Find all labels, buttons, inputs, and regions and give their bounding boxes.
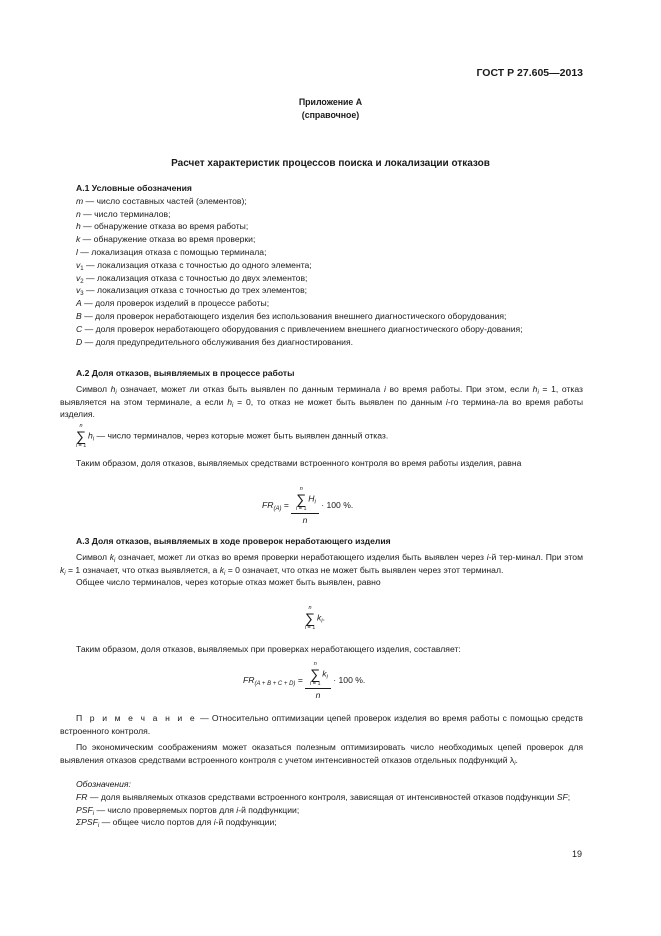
symbol-item: $v_3$ — локализация отказа с точностью до трех элементов; xyxy=(76,285,308,298)
designations-label: Обозначения: xyxy=(76,779,131,789)
section-a2-paragraph-1: Символ $h_i$ означает, может ли отказ быть выявлен по данным терминала i во время работы. При этом, если $h_i = 1$, отказ выявляется на этом терминале, а если $h_i = 0$, то отказ не может быть выявлен по данным i-го термина-ла во время работы изделия. xyxy=(60,383,583,420)
note xyxy=(60,712,583,738)
symbol-item: D — доля предупредительного обслуживания без диагностирования. xyxy=(76,336,354,347)
symbol-item: $v_1$ — локализация отказа с точностью до одного элемента; xyxy=(76,259,312,272)
designation-item: $\Sigma PSF_i$ — общее число портов для i-й подфункции; xyxy=(76,817,277,830)
section-a3-heading: А.3 Доля отказов, выявляемых в ходе проверок неработающего изделия xyxy=(76,536,391,546)
section-a3-paragraph-1: Символ $k_i$ означает, может ли отказ во время проверки неработающего изделия быть выявлен через i-й тер-минал. При этом $k_i = 1$ означает, что отказ выявляется, а $k_i = 0$ означает, что отказ не может быть выявлен через этот терминал. xyxy=(60,551,583,577)
economic-paragraph: По экономическим соображениям может оказаться полезным оптимизировать число необходимых цепей проверок для выявления отказов средствами встроенного контроля с учетом интенсивностей отказов отдельных подфункций $\lambda_i$. xyxy=(60,742,583,767)
symbols-list xyxy=(76,195,583,349)
section-a2 xyxy=(60,367,583,421)
symbol-item: A — доля проверок изделий в процессе работы; xyxy=(76,298,270,309)
note-text: — Относительно оптимизации цепей проверок изделия во время работы с помощью средств встроенного контроля. xyxy=(60,713,583,736)
fraction: n ∑ i = 1 $H_i$ n xyxy=(291,486,319,525)
designations xyxy=(60,778,583,829)
section-a2-heading: А.2 Доля отказов, выявляемых в процессе работы xyxy=(76,368,295,378)
section-a3 xyxy=(60,535,583,589)
designation-item: $PSF_i$ — число проверяемых портов для i-й подфункции; xyxy=(76,804,300,817)
symbol-item: B — доля проверок неработающего изделия без использования внешнего диагностического оборудования; xyxy=(76,310,507,321)
sum-ki-formula: n ∑ i = 1 $k_i$. xyxy=(304,605,326,631)
section-a3-paragraph-2: Общее число терминалов, через которые отказ может быть выявлен, равно xyxy=(76,577,381,588)
sum-symbol: n ∑ i = 1 xyxy=(75,423,87,449)
fraction: n ∑ i = 1 $k_i$ n xyxy=(305,661,331,700)
section-a2-paragraph-2: Таким образом, доля отказов, выявляемых средствами встроенного контроля во время работы изделия, равна xyxy=(76,458,522,468)
symbol-item: $v_2$ — локализация отказа с точностью до двух элементов; xyxy=(76,272,308,285)
section-a1-heading: А.1 Условные обозначения xyxy=(76,183,192,193)
formula-fr-a: $FR_{(A)}$ = n ∑ i = 1 $H_i$ n · 100 %. xyxy=(262,486,354,525)
note-label: П р и м е ч а н и е xyxy=(76,713,197,723)
document-title: Расчет характеристик процессов поиска и локализации отказов xyxy=(171,158,490,169)
designation-item: FR — доля выявляемых отказов средствами встроенного контроля, зависящая от интенсивностей отказов подфункции SF; xyxy=(76,791,571,802)
appendix-subtitle: (справочное) xyxy=(301,110,360,120)
page-number: 19 xyxy=(571,849,582,859)
symbol-item: n — число терминалов; xyxy=(76,208,171,219)
symbol-item: l — локализация отказа с помощью терминала; xyxy=(76,246,267,257)
section-a3-paragraph-3: Таким образом, доля отказов, выявляемых при проверках неработающего изделия, составляет: xyxy=(76,644,461,654)
formula-fr-abcd: $FR_{(A + B + C + D)}$ = n ∑ i = 1 $k_i$ n · 100 %. xyxy=(243,661,366,700)
appendix-title: Приложение А xyxy=(298,97,363,107)
section-a1 xyxy=(60,182,583,348)
appendix-header xyxy=(0,96,661,122)
symbol-item: C — доля проверок неработающего оборудования с привлечением внешнего диагностического обору-дования; xyxy=(76,323,523,334)
standard-designation: ГОСТ Р 27.605—2013 xyxy=(476,67,583,79)
symbol-item: k — обнаружение отказа во время проверки; xyxy=(76,234,256,245)
symbol-item: h — обнаружение отказа во время работы; xyxy=(76,221,249,232)
symbol-item: m — число составных частей (элементов); xyxy=(76,195,247,206)
designations-list xyxy=(60,791,583,829)
sum-hi-expression: n ∑ i = 1 $h_i$ — число терминалов, через которые может быть выявлен данный отказ. xyxy=(75,423,389,449)
